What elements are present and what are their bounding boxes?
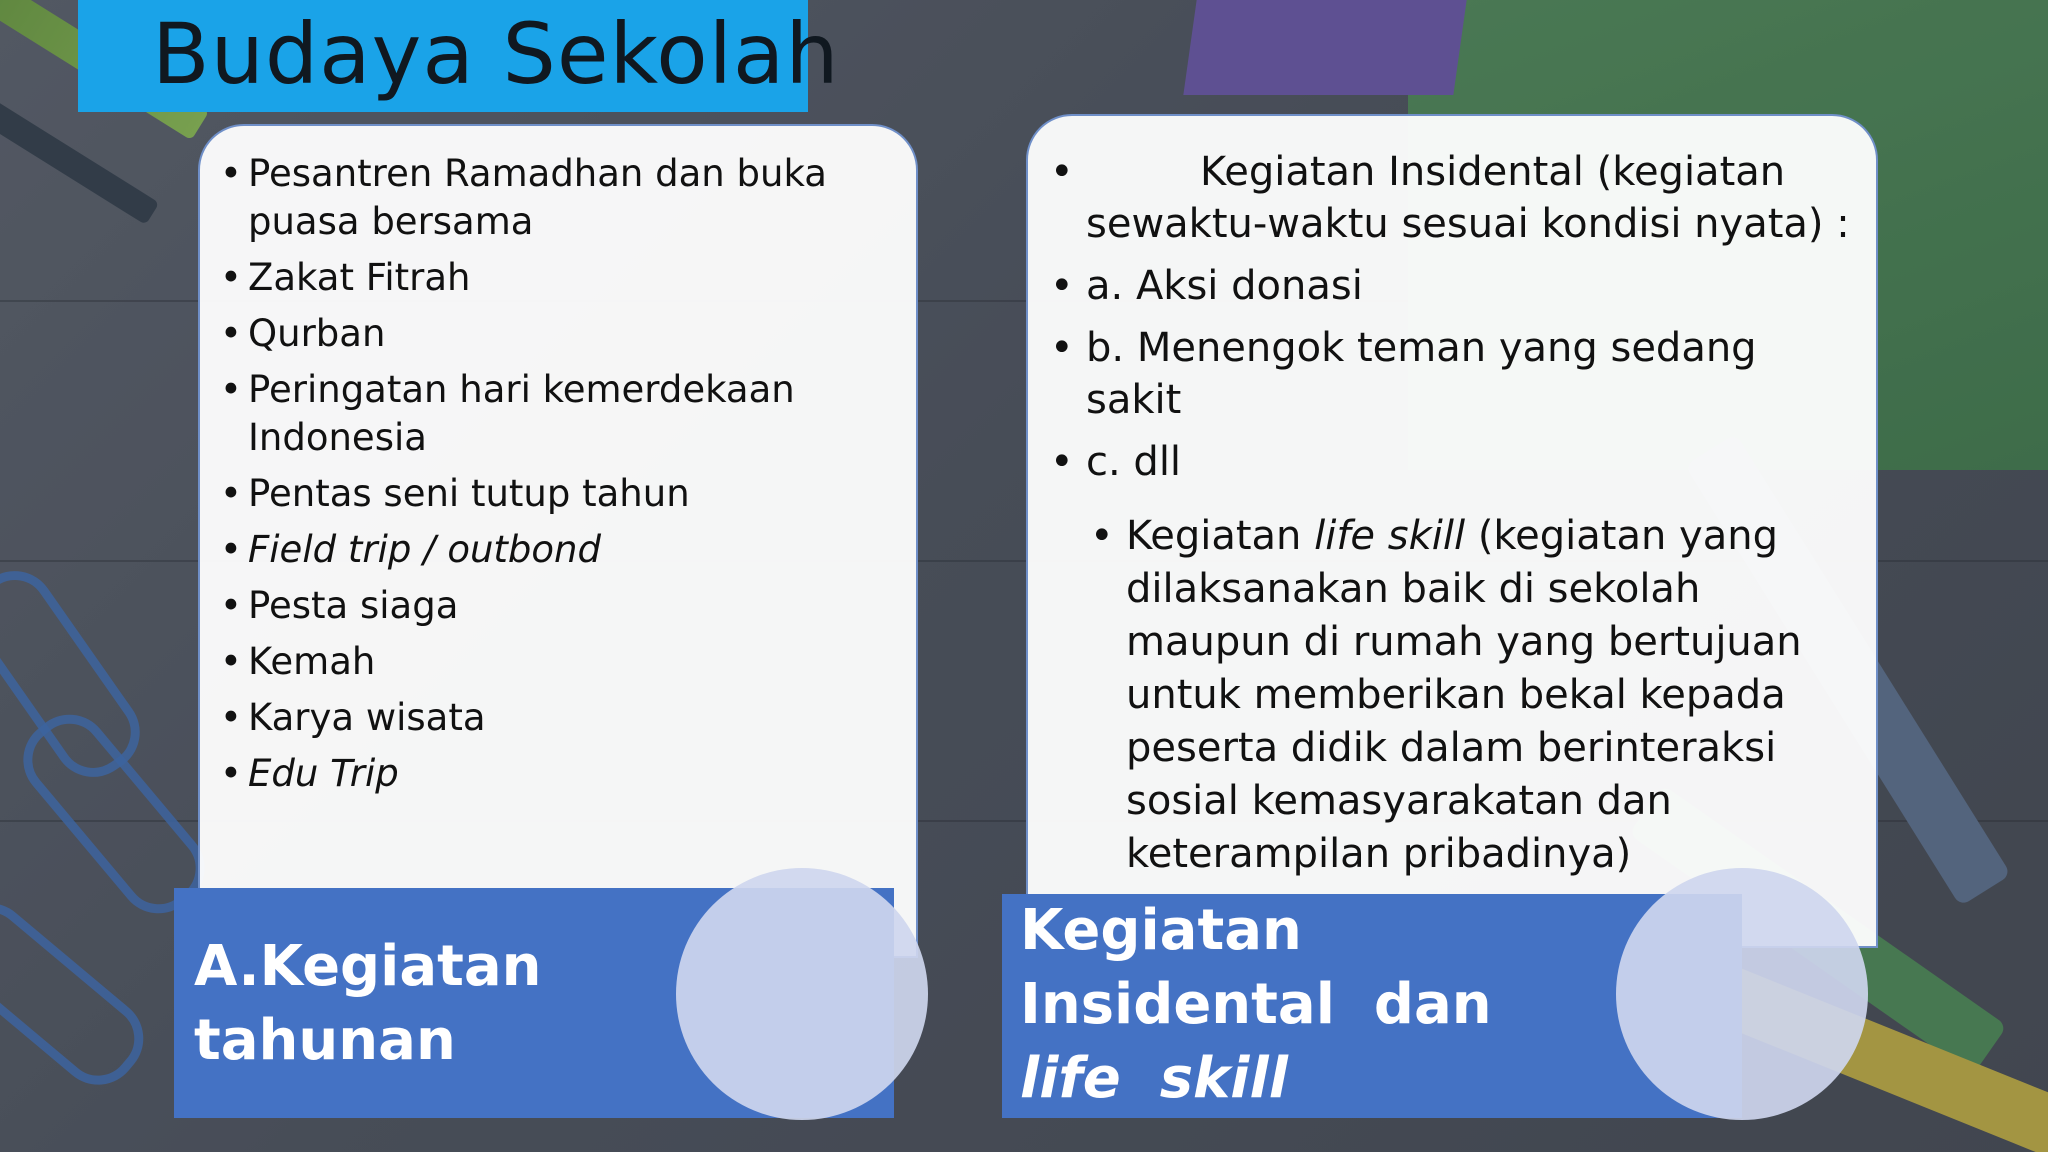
list-item: • Karya wisata bbox=[220, 696, 486, 739]
incidental-activities-list bbox=[1050, 146, 1860, 498]
slide-title: Budaya Sekolah bbox=[152, 5, 840, 103]
list-item: • Kemah bbox=[220, 640, 376, 683]
list-item: • Field trip / outbond bbox=[220, 528, 601, 571]
list-item: • b. Menengok teman yang sedang sakit bbox=[1050, 325, 1757, 423]
list-item: • Pesantren Ramadhan dan buka puasa bersama bbox=[220, 152, 827, 243]
life-skill-description: • Kegiatan life skill (kegiatan yang dilaksanakan baik di sekolah maupun di rumah yang bertujuan untuk memberikan bekal kepada peserta didik dalam berinteraksi sosial kemasyarakatan dan keterampilan pribadinya) bbox=[1090, 513, 1802, 877]
list-item: • Peringatan hari kemerdekaan Indonesia bbox=[220, 368, 795, 459]
list-item: • Pentas seni tutup tahun bbox=[220, 472, 690, 515]
list-item: • Edu Trip bbox=[220, 752, 399, 795]
decorative-circle bbox=[676, 868, 928, 1120]
list-item: • Zakat Fitrah bbox=[220, 256, 471, 299]
annual-activities-label: A.Kegiatan tahunan bbox=[194, 934, 542, 1073]
list-item: • a. Aksi donasi bbox=[1050, 263, 1363, 309]
list-item: • Qurban bbox=[220, 312, 386, 355]
list-item: • Pesta siaga bbox=[220, 584, 459, 627]
list-item: • Kegiatan Insidental (kegiatan sewaktu-waktu sesuai kondisi nyata) : bbox=[1050, 149, 1850, 247]
incidental-lifeskill-label: Kegiatan Insidental dan life skill bbox=[1020, 898, 1492, 1111]
decorative-circle bbox=[1616, 868, 1868, 1120]
list-item: • c. dll bbox=[1050, 439, 1182, 485]
annual-activities-list bbox=[220, 150, 910, 806]
